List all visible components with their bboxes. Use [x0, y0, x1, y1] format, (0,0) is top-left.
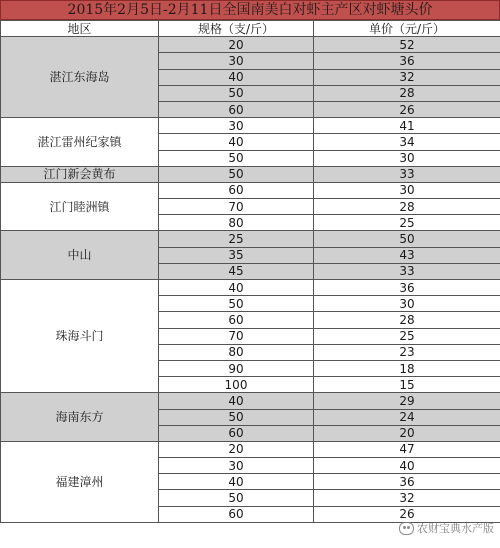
price-cell: 30 — [314, 296, 500, 312]
table-row — [1, 118, 500, 134]
spec-cell: 40 — [159, 280, 314, 296]
spec-cell: 20 — [159, 37, 314, 53]
price-cell: 28 — [314, 85, 500, 101]
spec-cell: 30 — [159, 458, 314, 474]
region-cell: 湛江雷州纪家镇 — [1, 118, 159, 167]
spec-cell: 50 — [159, 150, 314, 166]
price-table — [0, 20, 500, 523]
spec-cell: 70 — [159, 199, 314, 215]
spec-cell: 90 — [159, 360, 314, 376]
header-spec: 规格（支/斤） — [159, 21, 314, 37]
table-row — [1, 441, 500, 457]
spec-cell: 40 — [159, 134, 314, 150]
region-cell: 中山 — [1, 231, 159, 280]
price-cell: 20 — [314, 425, 500, 441]
price-cell: 30 — [314, 182, 500, 198]
wechat-icon — [399, 522, 414, 535]
table-row — [1, 393, 500, 409]
price-cell: 36 — [314, 53, 500, 69]
spec-cell: 50 — [159, 85, 314, 101]
price-cell: 43 — [314, 247, 500, 263]
spec-cell: 45 — [159, 263, 314, 279]
spec-cell: 30 — [159, 118, 314, 134]
spec-cell: 80 — [159, 344, 314, 360]
spec-cell: 35 — [159, 247, 314, 263]
price-cell: 36 — [314, 280, 500, 296]
spec-cell: 40 — [159, 474, 314, 490]
spec-cell: 50 — [159, 409, 314, 425]
price-cell: 30 — [314, 150, 500, 166]
watermark — [399, 520, 494, 536]
price-cell: 32 — [314, 490, 500, 506]
region-cell: 珠海斗门 — [1, 280, 159, 393]
spec-cell: 80 — [159, 215, 314, 231]
watermark-text: 农财宝典水产版 — [417, 522, 494, 535]
spec-cell: 50 — [159, 490, 314, 506]
price-cell: 33 — [314, 263, 500, 279]
spec-cell: 20 — [159, 441, 314, 457]
spec-cell: 25 — [159, 231, 314, 247]
spec-cell: 50 — [159, 166, 314, 182]
price-cell: 36 — [314, 474, 500, 490]
region-cell: 江门新会黄布 — [1, 166, 159, 182]
spec-cell: 30 — [159, 53, 314, 69]
price-cell: 28 — [314, 312, 500, 328]
price-cell: 15 — [314, 377, 500, 393]
region-cell: 江门睦洲镇 — [1, 182, 159, 231]
spec-cell: 40 — [159, 393, 314, 409]
table-row — [1, 166, 500, 182]
spec-cell: 100 — [159, 377, 314, 393]
price-cell: 29 — [314, 393, 500, 409]
header-row — [1, 21, 500, 37]
header-price: 单价（元/斤） — [314, 21, 500, 37]
spec-cell: 60 — [159, 101, 314, 117]
table-body — [1, 37, 500, 523]
spec-cell: 60 — [159, 182, 314, 198]
price-cell: 25 — [314, 328, 500, 344]
price-cell: 34 — [314, 134, 500, 150]
spec-cell: 70 — [159, 328, 314, 344]
table-row — [1, 280, 500, 296]
price-cell: 41 — [314, 118, 500, 134]
price-cell: 33 — [314, 166, 500, 182]
spec-cell: 60 — [159, 425, 314, 441]
price-cell: 26 — [314, 101, 500, 117]
spec-cell: 50 — [159, 296, 314, 312]
price-cell: 52 — [314, 37, 500, 53]
region-cell: 福建漳州 — [1, 441, 159, 522]
spec-cell: 60 — [159, 312, 314, 328]
spec-cell: 40 — [159, 69, 314, 85]
price-cell: 28 — [314, 199, 500, 215]
price-cell: 50 — [314, 231, 500, 247]
table-row — [1, 231, 500, 247]
price-cell: 32 — [314, 69, 500, 85]
spec-cell: 60 — [159, 506, 314, 522]
table-row — [1, 182, 500, 198]
price-cell: 24 — [314, 409, 500, 425]
region-cell: 湛江东海岛 — [1, 37, 159, 118]
price-cell: 26 — [314, 506, 500, 522]
table-title: 2015年2月5日-2月11日全国南美白对虾主产区对虾塘头价 — [0, 0, 500, 20]
price-cell: 18 — [314, 360, 500, 376]
price-cell: 47 — [314, 441, 500, 457]
price-cell: 40 — [314, 458, 500, 474]
region-cell: 海南东方 — [1, 393, 159, 442]
price-cell: 23 — [314, 344, 500, 360]
header-region: 地区 — [1, 21, 159, 37]
table-row — [1, 37, 500, 53]
price-cell: 25 — [314, 215, 500, 231]
